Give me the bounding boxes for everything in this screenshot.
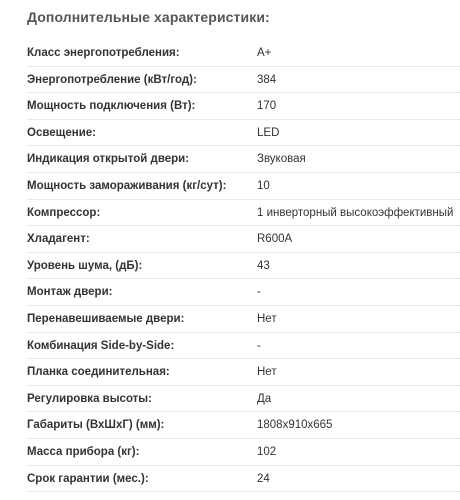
spec-row: [27, 412, 460, 439]
spec-row: [27, 120, 460, 147]
spec-value: 24: [257, 472, 270, 485]
spec-value: Звуковая: [257, 153, 306, 166]
spec-label: Регулировка высоты:: [27, 392, 152, 405]
spec-row: [27, 146, 460, 173]
spec-row: [27, 439, 460, 466]
spec-row: [27, 386, 460, 413]
spec-row: [27, 173, 460, 200]
spec-label: Масса прибора (кг):: [27, 445, 140, 458]
spec-label: Срок гарантии (мес.):: [27, 472, 149, 485]
spec-label: Уровень шума, (дБ):: [27, 259, 143, 272]
spec-value: -: [257, 339, 261, 352]
spec-label: Комбинация Side-by-Side:: [27, 339, 175, 352]
spec-label: Мощность подключения (Вт):: [27, 100, 196, 113]
spec-value: LED: [257, 126, 280, 139]
spec-value: Да: [257, 392, 272, 405]
spec-row: [27, 359, 460, 386]
spec-value: Нет: [257, 366, 277, 379]
spec-row: [27, 67, 460, 94]
spec-row: [27, 306, 460, 333]
spec-label: Планка соединительная:: [27, 366, 170, 379]
spec-row: [27, 253, 460, 280]
spec-label: Освещение:: [27, 126, 96, 139]
spec-row: [27, 200, 460, 227]
spec-row: [27, 226, 460, 253]
section-title: Дополнительные характеристики:: [27, 9, 270, 25]
spec-value: 10: [257, 179, 270, 192]
spec-label: Хладагент:: [27, 233, 90, 246]
spec-label: Класс энергопотребления:: [27, 47, 180, 59]
spec-value: 170: [257, 100, 277, 113]
spec-row: [27, 466, 460, 493]
spec-label: Компрессор:: [27, 206, 101, 219]
spec-row: [27, 333, 460, 360]
spec-value: -: [257, 286, 261, 299]
spec-value: 1 инверторный высокоэффективный: [257, 206, 454, 219]
spec-value: 43: [257, 259, 270, 272]
spec-label: Монтаж двери:: [27, 286, 113, 299]
specs-table: [27, 40, 460, 492]
spec-label: Габариты (ВхШхГ) (мм):: [27, 419, 165, 432]
spec-value: 384: [257, 73, 277, 86]
spec-row: [27, 93, 460, 120]
spec-label: Энергопотребление (кВт/год):: [27, 73, 197, 86]
spec-label: Индикация открытой двери:: [27, 153, 190, 166]
spec-value: Нет: [257, 312, 277, 325]
spec-value: A+: [257, 47, 272, 59]
spec-value: 1808x910x665: [257, 419, 333, 432]
spec-label: Перенавешиваемые двери:: [27, 312, 185, 325]
spec-value: R600A: [257, 233, 293, 246]
spec-label: Мощность замораживания (кг/сут):: [27, 179, 227, 192]
spec-row: [27, 40, 460, 67]
spec-value: 102: [257, 445, 277, 458]
spec-row: [27, 279, 460, 306]
